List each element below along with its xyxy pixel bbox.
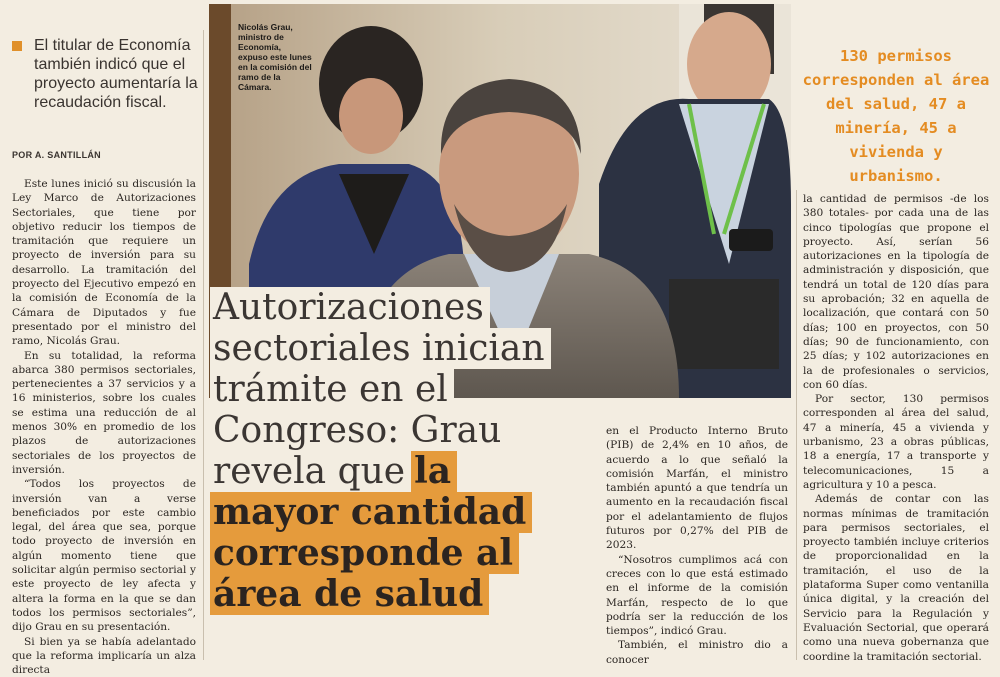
paragraph: en el Producto Interno Bruto (PIB) de 2,4% en 10 años, de acuerdo a lo que señaló la comisión Marfán, el ministro también apuntó a que tendría un aumento en la recaudación fiscal por el adelantamiento de flujos futuros por 0,27% del PIB de 2023. xyxy=(606,424,788,553)
body-column-right xyxy=(803,192,989,664)
column-divider xyxy=(203,30,204,660)
paragraph: Si bien ya se había adelantado que la reforma implicaría un alza directa xyxy=(12,635,196,677)
headline xyxy=(210,287,590,615)
pull-quote: 130 permisos corresponden al área del salud, 47 a minería, 45 a vivienda y urbanismo. xyxy=(800,44,992,188)
headline-line: revela que xyxy=(210,451,411,492)
body-column-left xyxy=(12,177,196,677)
byline: POR A. SANTILLÁN xyxy=(12,150,101,160)
body-column-middle xyxy=(606,424,788,667)
headline-line: Autorizaciones xyxy=(210,287,490,328)
paragraph: Este lunes inició su discusión la Ley Marco de Autorizaciones Sectoriales, que tiene por objetivo reducir los tiempos de tramitación que requiere un proyecto de inversión para su desarrollo. La tramitación del proyecto del Ejecutivo empezó en la comisión de Economía de la Cámara de Diputados y fue presentado por el ministro del ramo, Nicolás Grau. xyxy=(12,177,196,349)
headline-highlight: la xyxy=(411,451,457,492)
headline-line: Congreso: Grau xyxy=(210,410,507,451)
headline-line: sectoriales inician xyxy=(210,328,551,369)
headline-highlight: corresponde al xyxy=(210,533,519,574)
paragraph: la cantidad de permisos -de los 380 totales- por cada una de las cinco tipologías que propone el proyecto. Así, serían 56 autorizaciones en la tipología de administración y disposición, que tendrá un total de 120 días para su aprobación; 32 en aquella de localización, que contará con 50 días; 100 en proyectos, con 50 días; 90 de funcionamiento, con 25 días; y 102 autorizaciones en la de profesionales o servicios, con 60 días. xyxy=(803,192,989,392)
paragraph: También, el ministro dio a conocer xyxy=(606,638,788,667)
paragraph: En su totalidad, la reforma abarca 380 permisos sectoriales, pertenecientes a 37 servicios y a 16 ministerios, sobre los cuales se estima una reducción de al menos 30% en promedio de los plazos de autorizaciones sectoriales de los proyectos de inversión. xyxy=(12,349,196,478)
headline-line: trámite en el xyxy=(210,369,454,410)
paragraph: “Todos los proyectos de inversión van a verse beneficiados por este cambio legal, del área que sea, porque todo proyecto de inversión en algún momento tiene que solicitar algún permiso sectorial y este proyecto de ley afecta y altera la forma en la que se dan todos los permisos sectoriales”, dijo Grau en su presentación. xyxy=(12,477,196,634)
paragraph: Por sector, 130 permisos corresponden al área del salud, 47 a minería, 45 a vivienda y urbanismo, 23 a obras públicas, 18 a energía, 17 a transporte y telecomunicaciones, 15 a agricultura y 10 a pesca. xyxy=(803,392,989,492)
paragraph: “Nosotros cumplimos acá con creces con lo que está estimado en el informe de la comisión Marfán, respecto de lo que podría ser la reducción de los tiempos”, indicó Grau. xyxy=(606,553,788,639)
headline-highlight: mayor cantidad xyxy=(210,492,532,533)
paragraph: Además de contar con las normas mínimas de tramitación para permisos sectoriales, el proyecto también incluye criterios de proporcionalidad en la tramitación, el uso de la plataforma Super como ventanilla única digital, y la creación del Servicio para la Regulación y Evaluación Sectorial, que operará como una nueva gobernanza que coordine la tramitación sectorial. xyxy=(803,492,989,664)
lede-block xyxy=(12,36,202,112)
lede-text: El titular de Economía también indicó que el proyecto aumentaría la recaudación fiscal. xyxy=(34,36,202,112)
headline-highlight: área de salud xyxy=(210,574,489,615)
column-divider xyxy=(796,190,797,660)
bullet-square-icon xyxy=(12,41,22,51)
photo-caption: Nicolás Grau, ministro de Economía, expuso este lunes en la comisión del ramo de la Cámara. xyxy=(238,22,312,92)
